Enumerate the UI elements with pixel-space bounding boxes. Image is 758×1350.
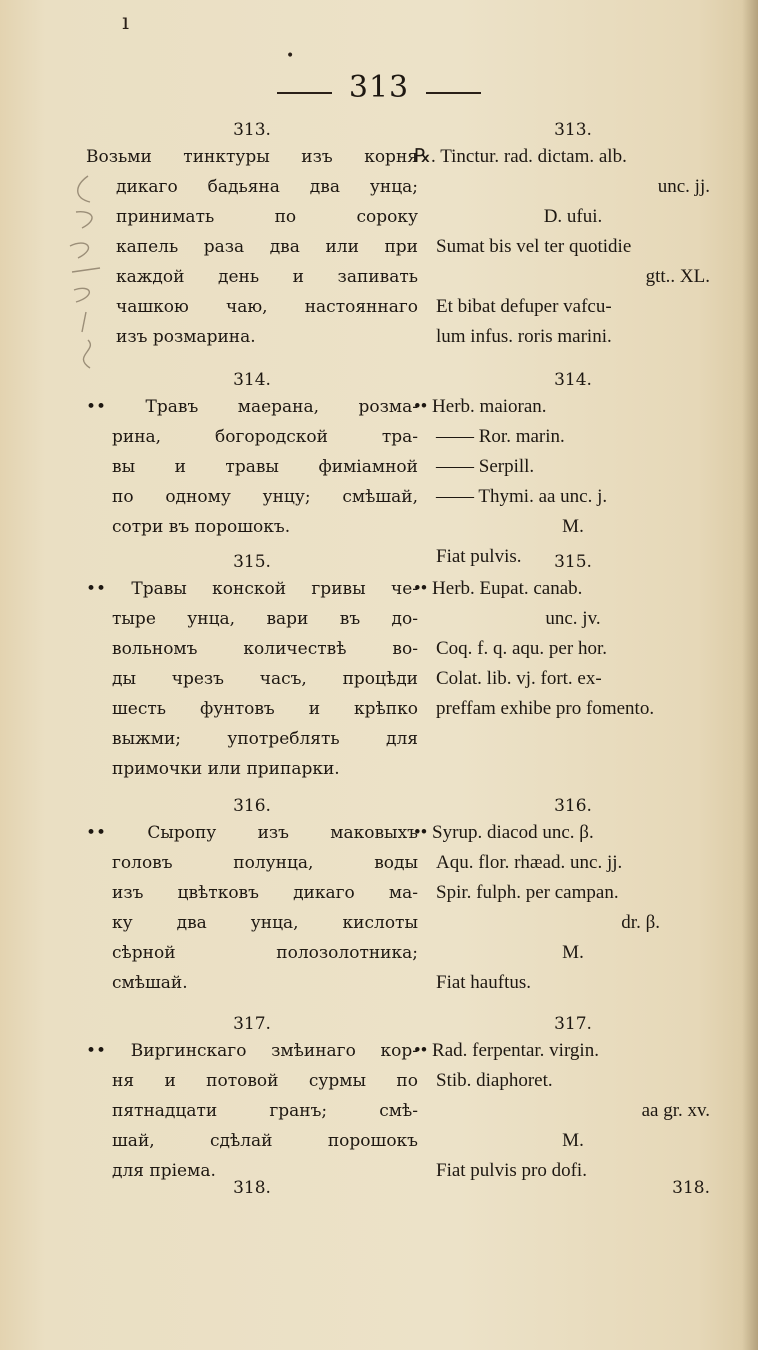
text-line: рина, богородской тра- bbox=[112, 427, 418, 447]
text-line: Sumat bis vel ter quotidie bbox=[436, 236, 632, 257]
entry-number: 317. bbox=[554, 1014, 592, 1034]
text-line: вы и травы фиміамной bbox=[112, 457, 418, 477]
text-line: для пріема. bbox=[112, 1161, 216, 1181]
text-line: принимать по сороку bbox=[116, 207, 418, 227]
text-line: Colat. lib. vj. fort. ex- bbox=[436, 668, 602, 689]
text-line: тыре унца, вари въ до- bbox=[112, 609, 418, 629]
text-line: изъ цвѣтковъ дикаго ма- bbox=[112, 883, 418, 903]
text-line: примочки или припарки. bbox=[112, 759, 340, 779]
text-line: •• Травъ маерана, розма- bbox=[86, 397, 418, 417]
entry-number: 314. bbox=[554, 370, 592, 390]
text-line: Fiat hauftus. bbox=[436, 972, 531, 993]
text-line: Spir. fulph. per campan. bbox=[436, 882, 619, 903]
text-line: вольномъ количествѣ во- bbox=[112, 639, 418, 659]
text-line: ℞. Tinctur. rad. dictam. alb. bbox=[414, 146, 627, 167]
text-line: по одному унцу; смѣшай, bbox=[112, 487, 418, 507]
page-edge-shadow bbox=[742, 0, 758, 1350]
recipe-entry-316 bbox=[86, 794, 418, 998]
text-line: Et bibat defuper vafcu- bbox=[436, 296, 612, 317]
entry-number: 313. bbox=[233, 120, 271, 140]
text-line: ды чрезъ часъ, процѣди bbox=[112, 669, 418, 689]
text-line: Aqu. flor. rhæad. unc. jj. bbox=[436, 852, 623, 873]
entry-number: 316. bbox=[233, 796, 271, 816]
text-line: головъ полунца, воды bbox=[112, 853, 418, 873]
recipe-entry-314 bbox=[414, 368, 710, 572]
text-line: Fiat pulvis pro dofi. bbox=[436, 1160, 587, 1181]
entry-number: 318. bbox=[233, 1178, 271, 1198]
text-line: Возьми тинктуры изъ корня bbox=[86, 147, 418, 167]
text-line: dr. β. bbox=[621, 912, 660, 933]
header-rule-left bbox=[277, 92, 332, 94]
text-line: изъ розмарина. bbox=[116, 327, 256, 347]
text-line: Coq. f. q. aqu. per hor. bbox=[436, 638, 607, 659]
text-line: сѣрной полозолотника; bbox=[112, 943, 418, 963]
entry-number: 315. bbox=[554, 552, 592, 572]
text-line: •• Сыропу изъ маковыхъ bbox=[86, 823, 418, 843]
text-line: чашкою чаю, настояннаго bbox=[116, 297, 418, 317]
catchword bbox=[86, 1176, 418, 1200]
ink-dot: • bbox=[286, 48, 295, 64]
page-number: 313 bbox=[348, 70, 410, 105]
recipe-entry-313 bbox=[86, 118, 418, 352]
entry-number: 315. bbox=[233, 552, 271, 572]
text-line: •• Herb. Eupat. canab. bbox=[414, 578, 583, 599]
recipe-entry-313 bbox=[414, 118, 710, 352]
text-line: сотри въ порошокъ. bbox=[112, 517, 291, 537]
page-header bbox=[0, 70, 758, 105]
ink-mark: ı bbox=[122, 10, 130, 35]
text-line: preffam exhibe pro fomento. bbox=[436, 698, 655, 719]
text-line: unc. jj. bbox=[657, 176, 710, 197]
text-line: •• Rad. ferpentar. virgin. bbox=[414, 1040, 599, 1061]
text-line: D. ufui. bbox=[543, 206, 603, 227]
recipe-entry-317 bbox=[86, 1012, 418, 1186]
header-rule-right bbox=[426, 92, 481, 94]
recipe-entry-315 bbox=[86, 550, 418, 784]
entry-number: 314. bbox=[233, 370, 271, 390]
text-line: каждой день и запивать bbox=[116, 267, 418, 287]
text-line: выжми; употреблять для bbox=[112, 729, 418, 749]
text-line: Fiat pulvis. bbox=[436, 546, 522, 567]
text-line: •• Syrup. diacod unc. β. bbox=[414, 822, 594, 843]
text-line: пятнадцати гранъ; смѣ- bbox=[112, 1101, 418, 1121]
text-line: шесть фунтовъ и крѣпко bbox=[112, 699, 418, 719]
recipe-entry-315 bbox=[414, 550, 710, 724]
text-line: Stib. diaphoret. bbox=[436, 1070, 553, 1091]
recipe-entry-317 bbox=[414, 1012, 710, 1186]
text-line: ня и потовой сурмы по bbox=[112, 1071, 418, 1091]
text-line: M. bbox=[562, 942, 584, 963]
entry-number: 318. bbox=[672, 1178, 710, 1198]
recipe-entry-316 bbox=[414, 794, 710, 998]
text-line: шай, сдѣлай порошокъ bbox=[112, 1131, 418, 1151]
text-line: •• Травы конской гривы че- bbox=[86, 579, 418, 599]
text-line: дикаго бадьяна два унца; bbox=[116, 177, 418, 197]
text-line: смѣшай. bbox=[112, 973, 188, 993]
text-line: unc. jv. bbox=[545, 608, 601, 629]
text-line: gtt.. XL. bbox=[645, 266, 710, 287]
entry-number: 316. bbox=[554, 796, 592, 816]
text-line: •• Виргинскаго змѣинаго кор- bbox=[86, 1041, 418, 1061]
text-line: капель раза два или при bbox=[116, 237, 418, 257]
text-line: aa gr. xv. bbox=[641, 1100, 710, 1121]
text-line: —— Ror. marin. bbox=[436, 426, 565, 447]
catchword bbox=[436, 1176, 710, 1200]
text-line: —— Serpill. bbox=[436, 456, 535, 477]
text-line: •• Herb. maioran. bbox=[414, 396, 547, 417]
text-line: ку два унца, кислоты bbox=[112, 913, 418, 933]
text-line: lum infus. roris marini. bbox=[436, 326, 612, 347]
recipe-entry-314 bbox=[86, 368, 418, 542]
text-line: M. bbox=[562, 1130, 584, 1151]
text-line: —— Thymi. aa unc. j. bbox=[436, 486, 608, 507]
entry-number: 313. bbox=[554, 120, 592, 140]
entry-number: 317. bbox=[233, 1014, 271, 1034]
text-line: M. bbox=[562, 516, 584, 537]
